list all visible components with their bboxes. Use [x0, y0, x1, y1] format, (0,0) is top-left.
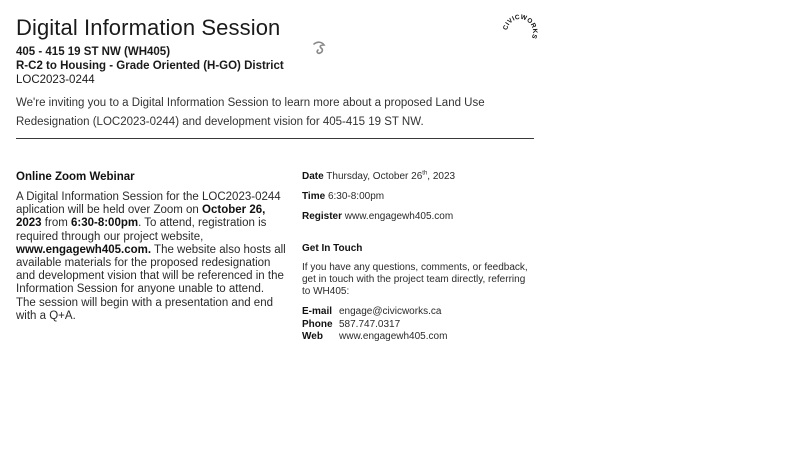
time-row	[302, 190, 542, 203]
date-row	[302, 170, 542, 183]
web-label: Web	[302, 331, 323, 342]
webinar-text-3: . To attend, registration is required through our project website,	[16, 217, 267, 243]
webinar-text-4: The website also hosts all available materials for the proposed redesignation and development vision that will be referenced in the Information Session for anyone unable to attend. The session will begin with a presentation and end with a Q+A.	[16, 243, 286, 322]
webinar-heading: Online Zoom Webinar	[16, 171, 135, 183]
ink-smudge-icon	[312, 40, 326, 56]
webinar-time: 6:30-8:00pm	[70, 217, 139, 230]
date-suffix: th	[422, 170, 428, 177]
file-number: LOC2023-0244	[16, 74, 95, 86]
date-value: Thursday, October 26	[326, 171, 423, 182]
webinar-section	[16, 170, 286, 323]
site-address: 405 - 415 19 ST NW (WH405)	[16, 46, 171, 58]
divider	[16, 138, 534, 139]
register-row	[302, 210, 542, 223]
register-label: Register	[302, 211, 343, 222]
email-label: E-mail	[302, 306, 333, 317]
register-link[interactable]: www.engagewh405.com	[344, 211, 454, 222]
webinar-date: October 26, 2023	[16, 204, 266, 230]
email-link[interactable]: engage@civicworks.ca	[339, 306, 442, 317]
time-label: Time	[302, 191, 326, 202]
email-row	[302, 306, 447, 319]
web-link[interactable]: www.engagewh405.com	[339, 331, 448, 342]
rezoning-line: R-C2 to Housing - Grade Oriented (H-GO) District	[16, 60, 284, 72]
civicworks-logo-icon	[500, 12, 540, 52]
contact-body: If you have any questions, comments, or feedback, get in touch with the project team directly, referring to WH405:	[302, 262, 528, 297]
webinar-body	[16, 191, 286, 323]
phone-label: Phone	[302, 318, 333, 330]
contact-heading: Get In Touch	[302, 243, 363, 254]
contact-list	[302, 306, 447, 344]
webinar-website: www.engagewh405.com.	[16, 243, 152, 256]
date-label: Date	[302, 171, 324, 182]
page-title: Digital Information Session	[16, 15, 281, 40]
phone-number[interactable]: 587.747.0317	[339, 318, 401, 330]
webinar-text-1: A Digital Information Session for the LOC2023-0244 aplication will be held over Zoom on	[16, 191, 281, 217]
logo-text: CIVICWORKS	[502, 13, 539, 40]
time-value: 6:30-8:00pm	[327, 191, 385, 202]
webinar-text-2: from	[41, 217, 71, 230]
intro-paragraph: We're inviting you to a Digital Information Session to learn more about a proposed Land Use Redesignation (LOC2023-0244) and development vision for 405-415 19 ST NW.	[16, 97, 485, 128]
date-year: , 2023	[427, 171, 456, 182]
web-row	[302, 331, 447, 344]
session-details	[302, 170, 542, 230]
phone-row	[302, 319, 447, 332]
